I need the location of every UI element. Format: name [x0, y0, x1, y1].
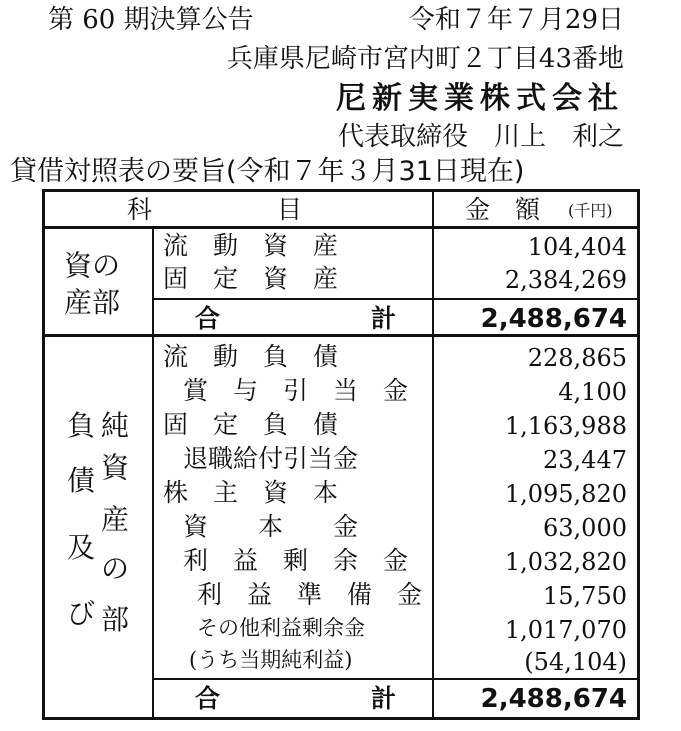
liab-group-col1-2: 債	[67, 464, 96, 497]
liab-total-label-right: 計	[371, 684, 397, 713]
liab-row-label: 賞 与 引 当 金	[183, 376, 409, 405]
asset-row-value: 104,404	[527, 233, 627, 261]
asset-row-label: 流 動 資 産	[163, 231, 339, 260]
liab-row-value: 1,032,820	[504, 548, 627, 576]
asset-row-label: 固 定 資 産	[163, 264, 339, 293]
amount-column-divider	[432, 192, 434, 717]
liab-total-label-left: 合	[195, 684, 221, 713]
liab-group-col1-1: 負	[67, 409, 96, 442]
liab-group-col2-2: 資	[101, 451, 130, 484]
liab-row-value: 23,447	[543, 446, 627, 474]
assets-total-divider	[152, 298, 637, 300]
assets-section-divider	[45, 334, 637, 337]
liab-row-label: 利 益 準 備 金	[197, 580, 423, 609]
company-name: 尼新実業株式会社	[336, 81, 624, 116]
liab-row-value: 1,163,988	[504, 412, 627, 440]
assets-total-value: 2,488,674	[480, 304, 627, 334]
notice-title: 第 60 期決算公告	[48, 5, 254, 35]
liab-row-value: 15,750	[543, 582, 627, 610]
liab-row-value: 1,095,820	[504, 480, 627, 508]
assets-total-label-right: 計	[371, 304, 397, 333]
notice-date: 令和７年７月29日	[408, 5, 624, 35]
asset-row-value: 2,384,269	[504, 266, 627, 294]
representative: 代表取締役 川上 利之	[337, 122, 624, 152]
liab-row-value: 228,865	[527, 344, 627, 372]
assets-group-label-1: 資の	[64, 249, 121, 282]
company-address: 兵庫県尼崎市宮内町２丁目43番地	[226, 44, 624, 74]
liab-row-value: 4,100	[558, 378, 627, 406]
liab-total-divider	[152, 678, 637, 680]
liab-row-label: 株 主 資 本	[163, 478, 339, 507]
liab-row-label: その他利益剰余金	[197, 616, 365, 640]
liab-group-col2-5: 部	[101, 603, 130, 636]
assets-total-label-left: 合	[195, 304, 221, 333]
balance-sheet-table	[42, 189, 640, 720]
liab-row-label: 退職給付引当金	[183, 444, 359, 473]
liab-row-label: 利 益 剰 余 金	[183, 546, 409, 575]
liab-row-value: (54,104)	[524, 648, 627, 676]
liab-group-col1-4: び	[67, 597, 96, 630]
liab-group-col1-3: 及	[67, 531, 96, 564]
group-column-divider	[152, 227, 154, 717]
liab-group-col2-1: 純	[101, 409, 130, 442]
liab-row-label: (うち当期純利益)	[189, 648, 353, 672]
liab-row-value: 1,017,070	[504, 616, 627, 644]
col-unit: (千円)	[568, 201, 613, 220]
liab-total-value: 2,488,674	[480, 684, 627, 714]
header-divider	[45, 226, 637, 229]
liab-group-col2-4: の	[101, 552, 130, 585]
liab-row-value: 63,000	[543, 514, 627, 542]
liab-row-label: 資 本 金	[183, 512, 359, 541]
liab-group-col2-3: 産	[101, 503, 130, 536]
balance-sheet-title: 貸借対照表の要旨(令和７年３月31日現在)	[10, 156, 525, 187]
liab-row-label: 流 動 負 債	[163, 342, 339, 371]
assets-group-label-2: 産部	[64, 286, 121, 319]
col-item-header: 科 目	[127, 195, 303, 224]
col-amount-header: 金 額	[465, 195, 541, 224]
liab-row-label: 固 定 負 債	[163, 410, 339, 439]
